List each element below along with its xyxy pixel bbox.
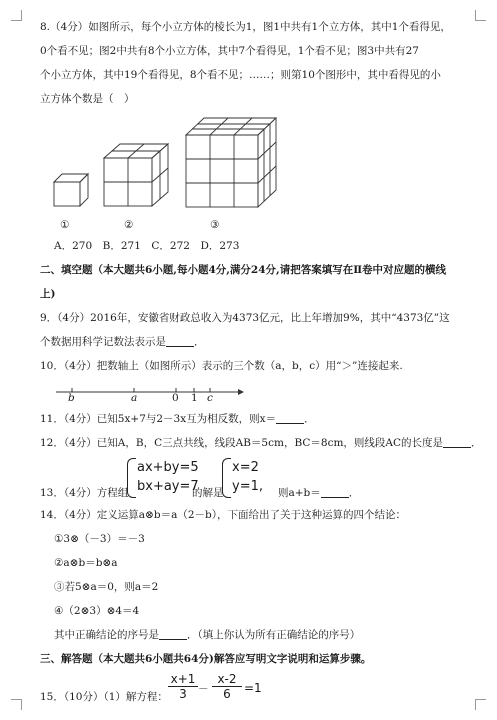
q14-text: 其中正确结论的序号是 bbox=[54, 629, 159, 641]
axis-label-c: c bbox=[207, 392, 213, 404]
system-eq1: ax+by=5 bbox=[137, 460, 199, 475]
fraction-2 bbox=[212, 672, 242, 701]
q12-end: ． bbox=[471, 437, 482, 449]
q11-line bbox=[40, 412, 315, 426]
q8-line1: 8.（4分）如图所示，每个小立方体的棱长为1，图1中共有1个立方体，其中1个看得见， bbox=[40, 21, 451, 33]
q11-text: 11．（4分）已知5x+7与2－3x互为相反数，则x＝ bbox=[40, 413, 277, 425]
fig-label-2: ② bbox=[124, 219, 134, 231]
q8-line2: 0个看不见；图2中共有8个小立方体，其中7个看得见，1个看不见；图3中共有27 bbox=[40, 45, 419, 57]
answer-blank bbox=[321, 487, 349, 498]
axis-label-0: 0 bbox=[172, 392, 179, 404]
axis-label-1: 1 bbox=[191, 392, 198, 404]
fig-label-3: ③ bbox=[210, 219, 220, 231]
system-eq2: bx+ay=7 bbox=[137, 479, 199, 494]
answer-blank bbox=[166, 336, 194, 347]
q14-conclusion-2: ②a⊗b＝b⊗a bbox=[54, 557, 118, 569]
cube-figure-1 bbox=[54, 174, 88, 206]
answer-blank bbox=[443, 437, 471, 448]
section2-heading: 二、填空题（本大题共6小题,每小题4分,满分24分,请把答案填写在Ⅱ卷中对应题的横线 bbox=[40, 264, 447, 276]
q9-line2 bbox=[40, 335, 205, 349]
q12-text: 12．（4分）已知A，B，C三点共线，线段AB＝5cm，BC＝8cm，则线段AC的长度是 bbox=[40, 437, 444, 449]
fraction-1 bbox=[168, 672, 198, 701]
q9-end: ． bbox=[194, 336, 205, 348]
number-line-svg bbox=[54, 382, 244, 408]
page-corner-mark bbox=[475, 699, 486, 710]
equation-rhs: =1 bbox=[244, 681, 262, 695]
fraction-1-numerator: x+1 bbox=[170, 672, 196, 686]
q13-mid: 的解是 bbox=[192, 487, 224, 499]
q14-conclusion-1: ①3⊗（－3）＝－3 bbox=[54, 533, 145, 545]
q13-suffix bbox=[278, 486, 359, 500]
q8-cube-figures bbox=[52, 114, 282, 210]
solution-y: y=1, bbox=[232, 479, 263, 494]
q13-text: 则a+b＝ bbox=[278, 487, 321, 499]
solution-x: x=2 bbox=[232, 460, 259, 475]
axis-label-b: b bbox=[68, 392, 75, 404]
fraction-2-denominator: 6 bbox=[212, 686, 242, 701]
cube-figure-3 bbox=[186, 118, 276, 207]
section2-heading-cont: 上) bbox=[40, 288, 56, 300]
cube-figure-2 bbox=[104, 144, 168, 206]
answer-blank bbox=[276, 413, 304, 424]
minus-sign: － bbox=[198, 683, 209, 695]
q9-line1: 9．（4分）2016年，安徽省财政总收入为4373亿元，比上年增加9%，其中“4373亿”这 bbox=[40, 312, 450, 324]
number-line bbox=[54, 382, 244, 411]
left-brace bbox=[127, 458, 136, 498]
q10-line1: 10．（4分）把数轴上（如图所示）表示的三个数（a，b，c）用“＞”连接起来. bbox=[40, 360, 403, 372]
q15-prefix: 15．（10分）（1）解方程： bbox=[40, 691, 168, 703]
page-corner-mark bbox=[11, 699, 22, 710]
q14-line1: 14．（4分）定义运算a⊗b＝a（2－b），下面给出了关于这种运算的四个结论： bbox=[40, 509, 406, 521]
section3-heading: 三、解答题（本大题共6小题共64分)解答应写明文字说明和运算步骤。 bbox=[40, 653, 372, 665]
page-corner-mark bbox=[11, 10, 22, 21]
q14-conclusion-3: ③若5⊗a＝0，则a＝2 bbox=[54, 581, 159, 593]
q14-end: ．（填上你认为所有正确结论的序号） bbox=[187, 629, 361, 641]
q13-end: ． bbox=[348, 487, 360, 499]
left-brace bbox=[222, 458, 231, 498]
page-corner-mark bbox=[475, 10, 486, 21]
q13-prefix: 13．（4分）方程组 bbox=[40, 487, 129, 499]
fraction-2-numerator: x-2 bbox=[217, 672, 237, 686]
q14-conclusion-4: ④（2⊗3）⊗4＝4 bbox=[54, 605, 140, 617]
axis-label-a: a bbox=[131, 392, 138, 404]
q8-options: A．270 B．271 C．272 D．273 bbox=[54, 240, 240, 252]
q11-end: ． bbox=[304, 413, 315, 425]
fraction-1-denominator: 3 bbox=[168, 686, 198, 701]
q14-answer-line bbox=[54, 628, 360, 642]
q12-line bbox=[40, 436, 482, 450]
answer-blank bbox=[159, 629, 187, 640]
cube-figures-svg bbox=[52, 114, 282, 210]
fig-label-1: ① bbox=[60, 219, 70, 231]
q8-line4: 立方体个数是（ ） bbox=[40, 93, 135, 105]
q9-text: 个数据用科学记数法表示是 bbox=[40, 336, 166, 348]
q8-line3: 个小立方体，其中19个看得见，8个看不见；……；则第10个图形中，其中看得见的小 bbox=[40, 69, 441, 81]
